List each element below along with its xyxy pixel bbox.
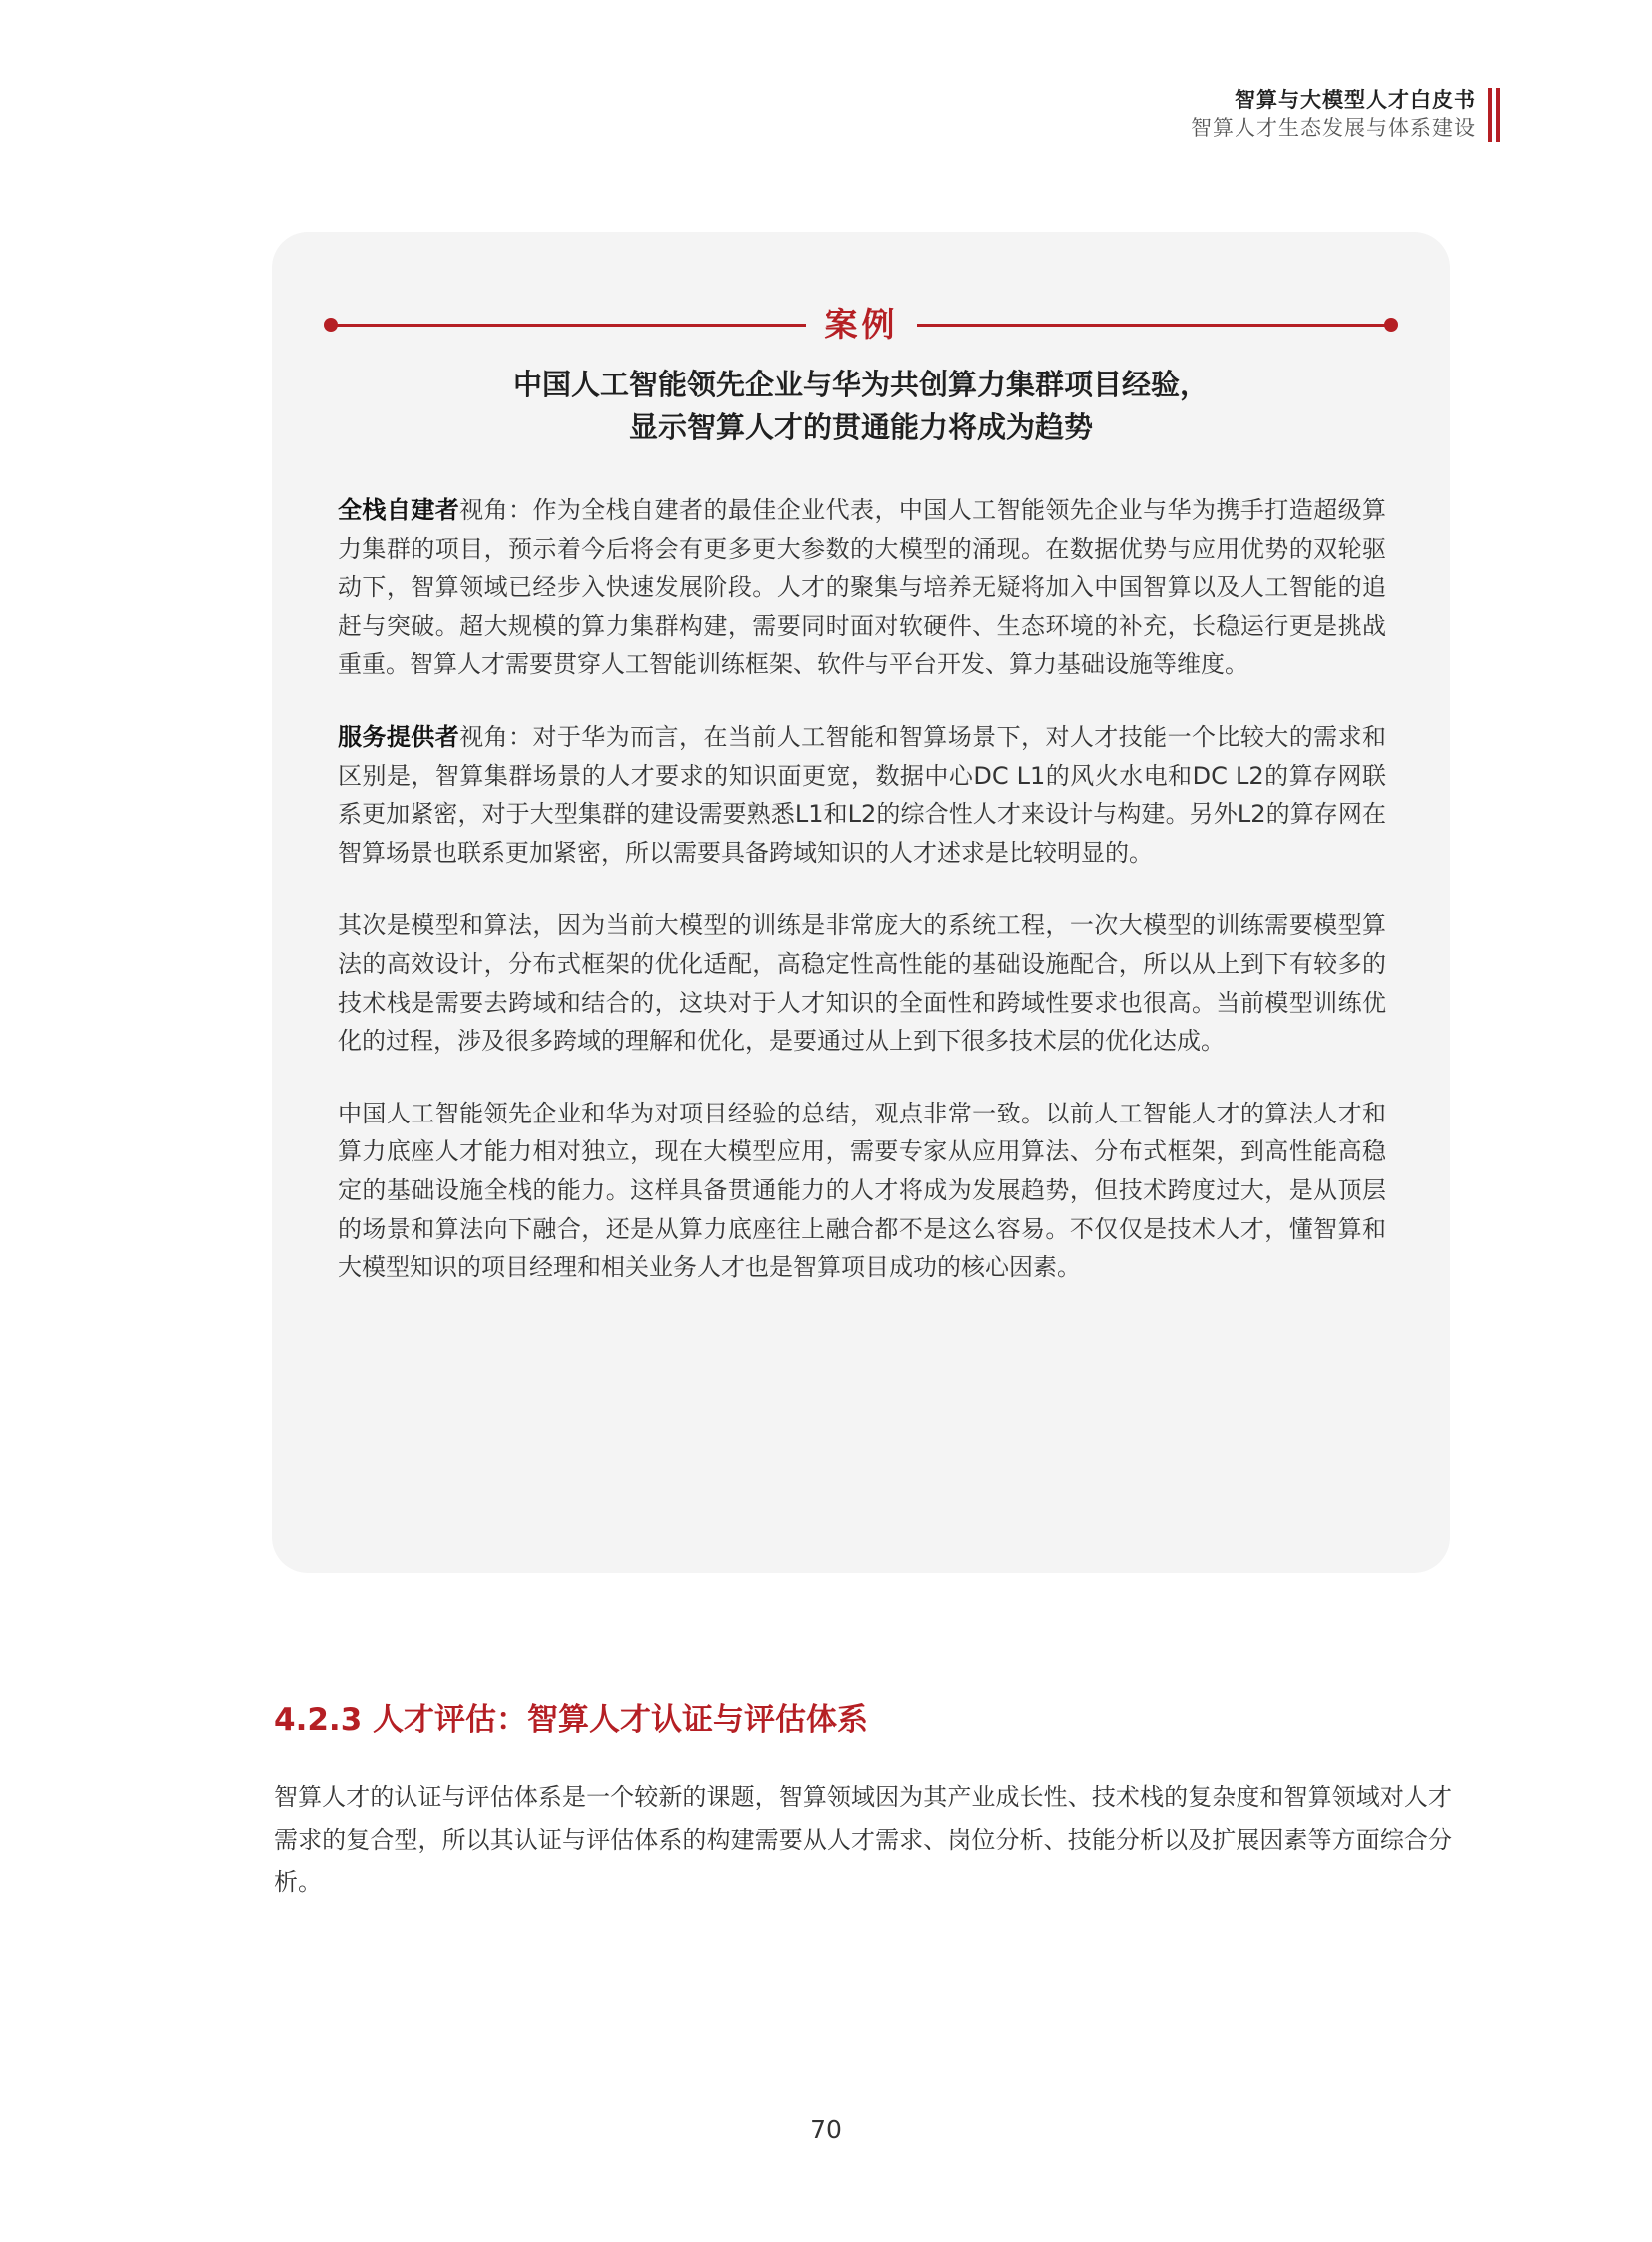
case-paragraph-text: 视角：对于华为而言，在当前人工智能和智算场景下，对人才技能一个比较大的需求和区别是，智算集群场景的人才要求的知识面更宽，数据中心DC L1的风火水电和DC L2的算存网联系更加紧密，对于大型集群的建设需要熟悉L1和L2的综合性人才来设计与构建。另外L2的算存网在智算场景也联系更加紧密，所以需要具备跨域知识的人才述求是比较明显的。	[338, 722, 1387, 867]
header-subtitle: 智算人才生态发展与体系建设	[1191, 116, 1476, 140]
section-paragraph: 智算人才的认证与评估体系是一个较新的课题，智算领域因为其产业成长性、技术栈的复杂度和智算领域对人才需求的复合型，所以其认证与评估体系的构建需要从人才需求、岗位分析、技能分析以及扩展因素等方面综合分析。	[274, 1783, 1452, 1896]
header-accent-bar	[1496, 88, 1500, 142]
rule-dot-right	[1384, 318, 1398, 332]
case-paragraph-full-stack	[338, 491, 1386, 684]
case-paragraph-lead: 服务提供者	[338, 722, 460, 751]
header-title: 智算与大模型人才白皮书	[1235, 88, 1476, 112]
case-paragraph-lead: 全栈自建者	[338, 496, 460, 524]
case-paragraph-summary: 中国人工智能领先企业和华为对项目经验的总结，观点非常一致。以前人工智能人才的算法人才和算力底座人才能力相对独立，现在大模型应用，需要专家从应用算法、分布式框架，到高性能高稳定的基础设施全栈的能力。这样具备贯通能力的人才将成为发展趋势，但技术跨度过大，是从顶层的场景和算法向下融合，还是从算力底座往上融合都不是这么容易。不仅仅是技术人才，懂智算和大模型知识的项目经理和相关业务人才也是智算项目成功的核心因素。	[338, 1099, 1386, 1282]
case-rule-right	[917, 324, 1390, 327]
case-paragraph-models: 其次是模型和算法，因为当前大模型的训练是非常庞大的系统工程，一次大模型的训练需要模型算法的高效设计，分布式框架的优化适配，高稳定性高性能的基础设施配合，所以从上到下有较多的技术栈是需要去跨域和结合的，这块对于人才知识的全面性和跨域性要求也很高。当前模型训练优化的过程，涉及很多跨域的理解和优化，是要通过从上到下很多技术层的优化达成。	[338, 911, 1386, 1056]
section-heading: 4.2.3 人才评估：智算人才认证与评估体系	[274, 1702, 869, 1738]
case-title-line-1: 中国人工智能领先企业与华为共创算力集群项目经验，	[512, 368, 1209, 401]
header-accent-bar	[1488, 88, 1492, 142]
case-rule-left	[332, 324, 806, 327]
section-body	[274, 1776, 1452, 1904]
case-paragraph-text: 视角：作为全栈自建者的最佳企业代表，中国人工智能领先企业与华为携手打造超级算力集群的项目，预示着今后将会有更多更大参数的大模型的涌现。在数据优势与应用优势的双轮驱动下，智算领域已经步入快速发展阶段。人才的聚集与培养无疑将加入中国智算以及人工智能的追赶与突破。超大规模的算力集群构建，需要同时面对软硬件、生态环境的补充，长稳运行更是挑战重重。智算人才需要贯穿人工智能训练框架、软件与平台开发、算力基础设施等维度。	[338, 496, 1387, 679]
case-label: 案例	[824, 305, 899, 344]
case-body	[338, 491, 1386, 1321]
running-header	[1191, 86, 1500, 142]
case-title-line-2: 显示智算人才的贯通能力将成为趋势	[628, 410, 1093, 444]
page-number: 70	[810, 2115, 842, 2144]
case-title	[332, 364, 1390, 449]
case-paragraph-service-provider	[338, 718, 1386, 872]
